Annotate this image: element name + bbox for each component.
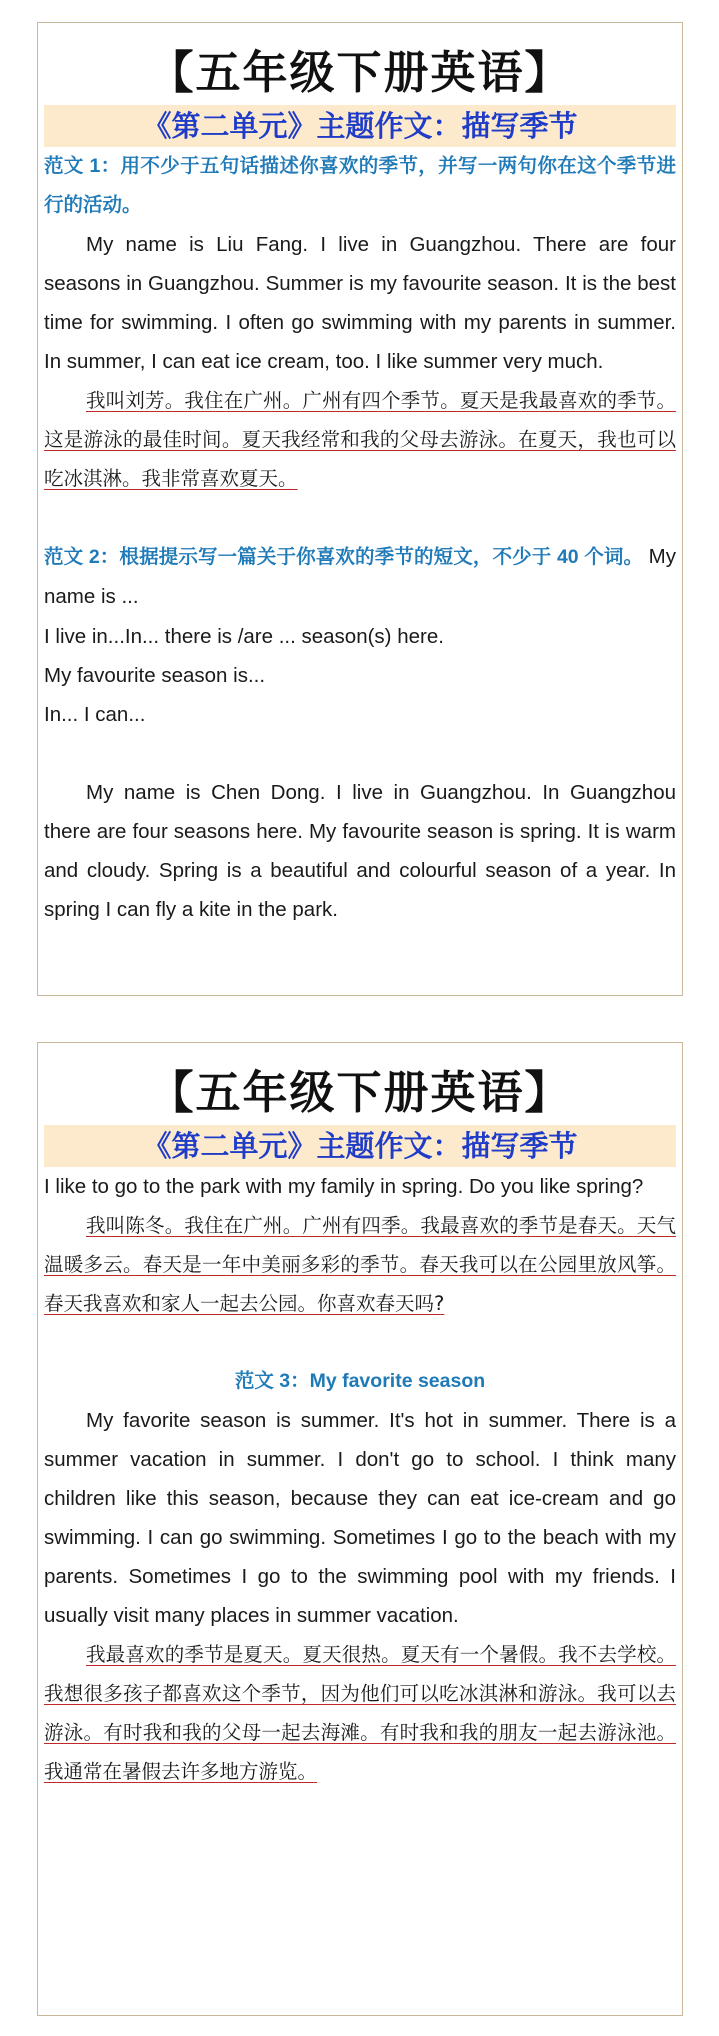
document-page-2 [37,1042,683,2016]
page-subtitle: 《第二单元》主题作文：描写季节 [44,105,676,147]
sample-3-heading: 范文 3：My favorite season [234,1370,486,1392]
sample-3-chinese-translation: 我最喜欢的季节是夏天。夏天很热。夏天有一个暑假。我不去学校。我想很多孩子都喜欢这个季节，因为他们可以吃冰淇淋和游泳。我可以去游泳。有时我和我的父母一起去海滩。有时我和我的朋友一起去游泳池。我通常在暑假去许多地方游览。 [44,1643,676,1783]
sample-2-english-continued: I like to go to the park with my family in spring. Do you like spring? [44,1175,644,1198]
page-content [38,147,682,929]
sample-3-english-text: My favorite season is summer. It's hot in summer. There is a summer vacation in summer. I don't go to school. I think many children like this season, because they can eat ice-cream and go swimming. I can go swimming. Sometimes I go to the beach with my parents. Sometimes I go to the swimming pool with my friends. I usually visit many places in summer vacation. [44,1409,676,1627]
page-title: 【五年级下册英语】 [148,1066,572,1119]
sample-2-hint-line-1: My name is ... [44,545,676,608]
spacer [44,498,676,537]
sample-2-hint-line-2: I live in...In... there is /are ... season(s) here. [44,625,444,648]
spacer [44,734,676,773]
sample-1-chinese-translation: 我叫刘芳。我住在广州。广州有四个季节。夏天是我最喜欢的季节。这是游泳的最佳时间。夏天我经常和我的父母去游泳。在夏天，我也可以吃冰淇淋。我非常喜欢夏天。 [44,389,676,490]
sample-2-hint-line-4: In... I can... [44,703,146,726]
sample-2-hint-line-3: My favourite season is... [44,664,266,687]
sample-2-heading-block [44,537,676,617]
sample-2-english-text: My name is Chen Dong. I live in Guangzhou. In Guangzhou there are four seasons here. My favourite season is spring. It is warm and cloudy. Spring is a beautiful and colourful season of a year. In spring I can fly a kite in the park. [44,781,676,921]
sample-2-chinese-translation: 我叫陈冬。我住在广州。广州有四季。我最喜欢的季节是春天。天气温暖多云。春天是一年中美丽多彩的季节。春天我可以在公园里放风筝。春天我喜欢和家人一起去公园。你喜欢春天吗? [44,1214,676,1315]
sample-1-heading: 范文 1：用不少于五句话描述你喜欢的季节，并写一两句你在这个季节进行的活动。 [44,155,676,216]
spacer [44,1323,676,1362]
page-subtitle: 《第二单元》主题作文：描写季节 [44,1125,676,1167]
page-title: 【五年级下册英语】 [148,46,572,99]
document-page-1 [37,22,683,996]
sample-1-english-text: My name is Liu Fang. I live in Guangzhou. There are four seasons in Guangzhou. Summer is my favourite season. It is the best time for swimming. I often go swimming with my parents in summer. In summer, I can eat ice cream, too. I like summer very much. [44,233,676,373]
sample-2-heading: 范文 2：根据提示写一篇关于你喜欢的季节的短文，不少于 40 个词。 [44,546,644,568]
page-content [38,1167,682,1791]
